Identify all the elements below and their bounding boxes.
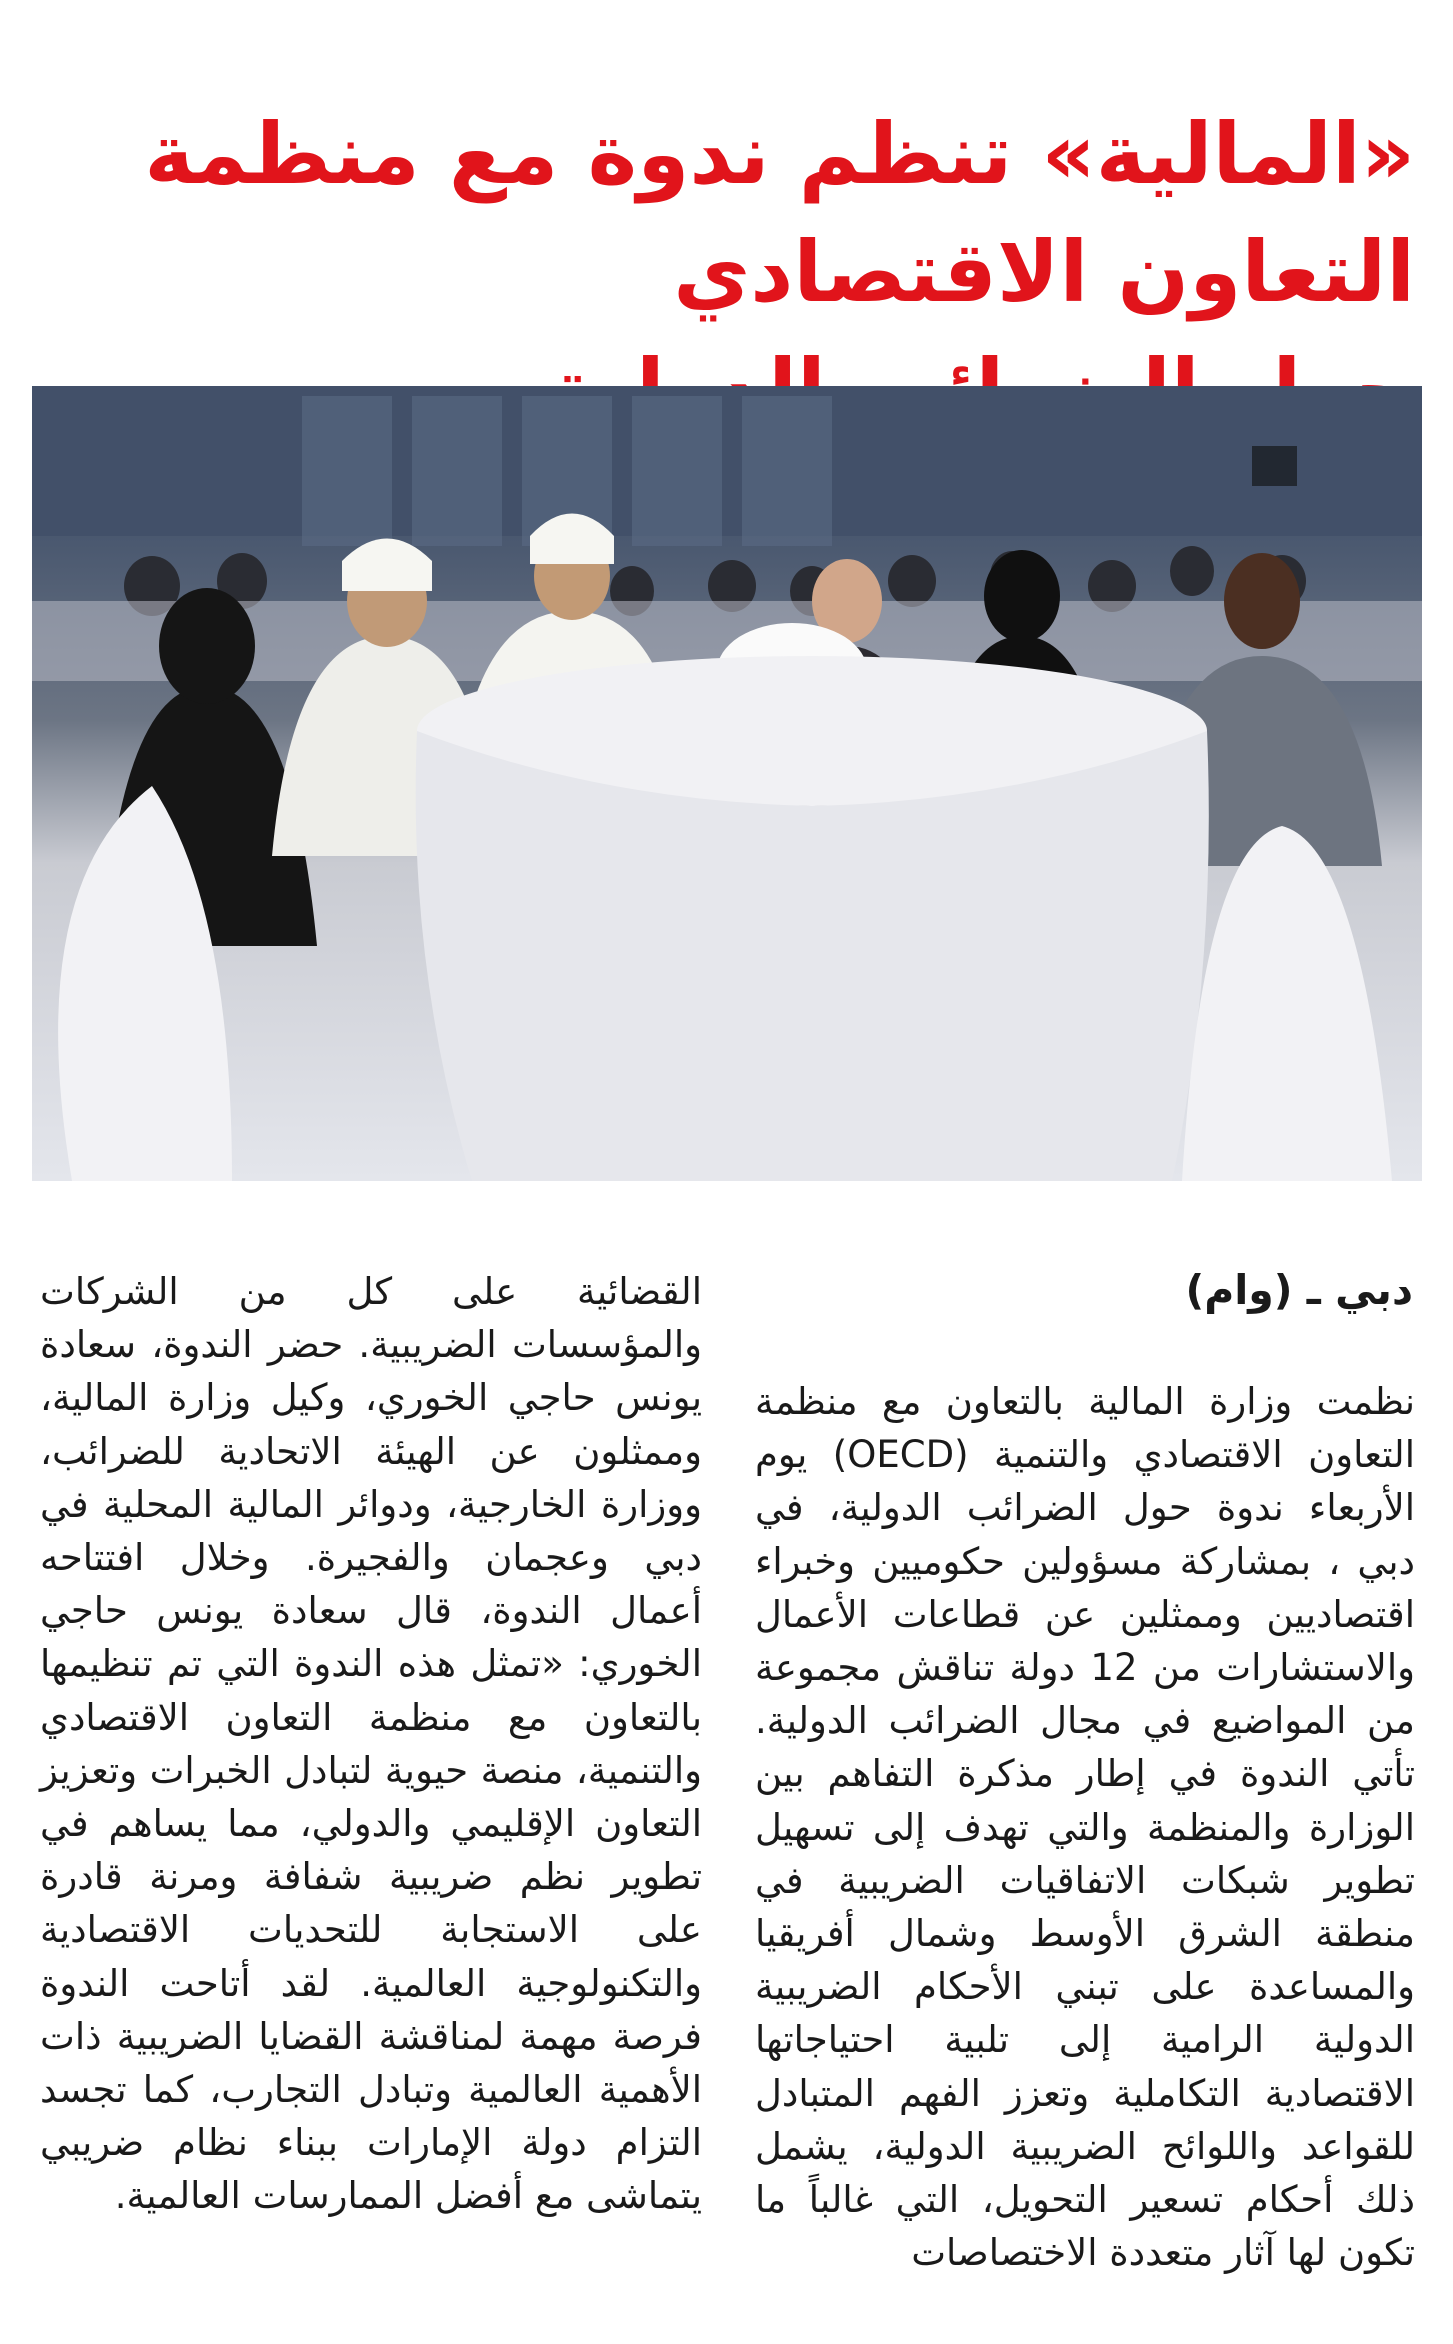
article-column-left: القضائية على كل من الشركات والمؤسسات الضريبية. حضر الندوة، سعادة يونس حاجي الخوري، وكيل وزارة المالية، وممثلون عن الهيئة الاتحادية للضرائب، ووزارة الخارجية، ودوائر المالية المحلية في دبي وعجمان والفجيرة. وخلال افتتاحه أعمال الندوة، قال سعادة يونس حاجي الخوري: «تمثل هذه الندوة التي تم تنظيمها بالتعاون مع منظمة التعاون الاقتصادي والتنمية، منصة حيوية لتبادل الخبرات وتعزيز التعاون الإقليمي والدولي، مما يساهم في تطوير نظم ضريبية شفافة ومرنة قادرة على الاستجابة للتحديات الاقتصادية والتكنولوجية العالمية. لقد أتاحت الندوة فرصة مهمة لمناقشة القضايا الضريبية ذات الأهمية العالمية وتبادل التجارب، كما تجسد التزام دولة الإمارات ببناء نظام ضريبي يتماشى مع أفضل الممارسات العالمية. [40,1270,702,2218]
chair-right [1182,826,1392,1181]
speaker-box [1252,446,1297,486]
article-column-right: نظمت وزارة المالية بالتعاون مع منظمة التعاون الاقتصادي والتنمية (OECD) يوم الأربعاء ندوة حول الضرائب الدولية، في دبي ، بمشاركة مسؤولين حكوميين وخبراء اقتصاديين وممثلين عن قطاعات الأعمال والاستشارات من 12 دولة تناقش مجموعة من المواضيع في مجال الضرائب الدولية. تأتي الندوة في إطار مذكرة التفاهم بين الوزارة والمنظمة والتي تهدف إلى تسهيل تطوير شبكات الاتفاقيات الضريبية في منطقة الشرق الأوسط وشمال أفريقيا والمساعدة على تبني الأحكام الضريبية الدولية الرامية إلى تلبية احتياجاتها الاقتصادية التكاملية وتعزز الفهم المتبادل للقواعد واللوائح الضريبية الدولية، يشمل ذلك أحكام تسعير التحويل، التي غالباً ما تكون لها آثار متعددة الاختصاصات [755,1380,1415,2275]
dateline: دبي ـ (وام) [1185,1266,1413,1314]
conference-photo-illustration [32,386,1422,1181]
window-wall [32,386,1422,536]
headline-line-1: «المالية» تنظم ندوة مع منظمة التعاون الاقتصادي [144,105,1415,321]
article-photo [32,386,1422,1181]
